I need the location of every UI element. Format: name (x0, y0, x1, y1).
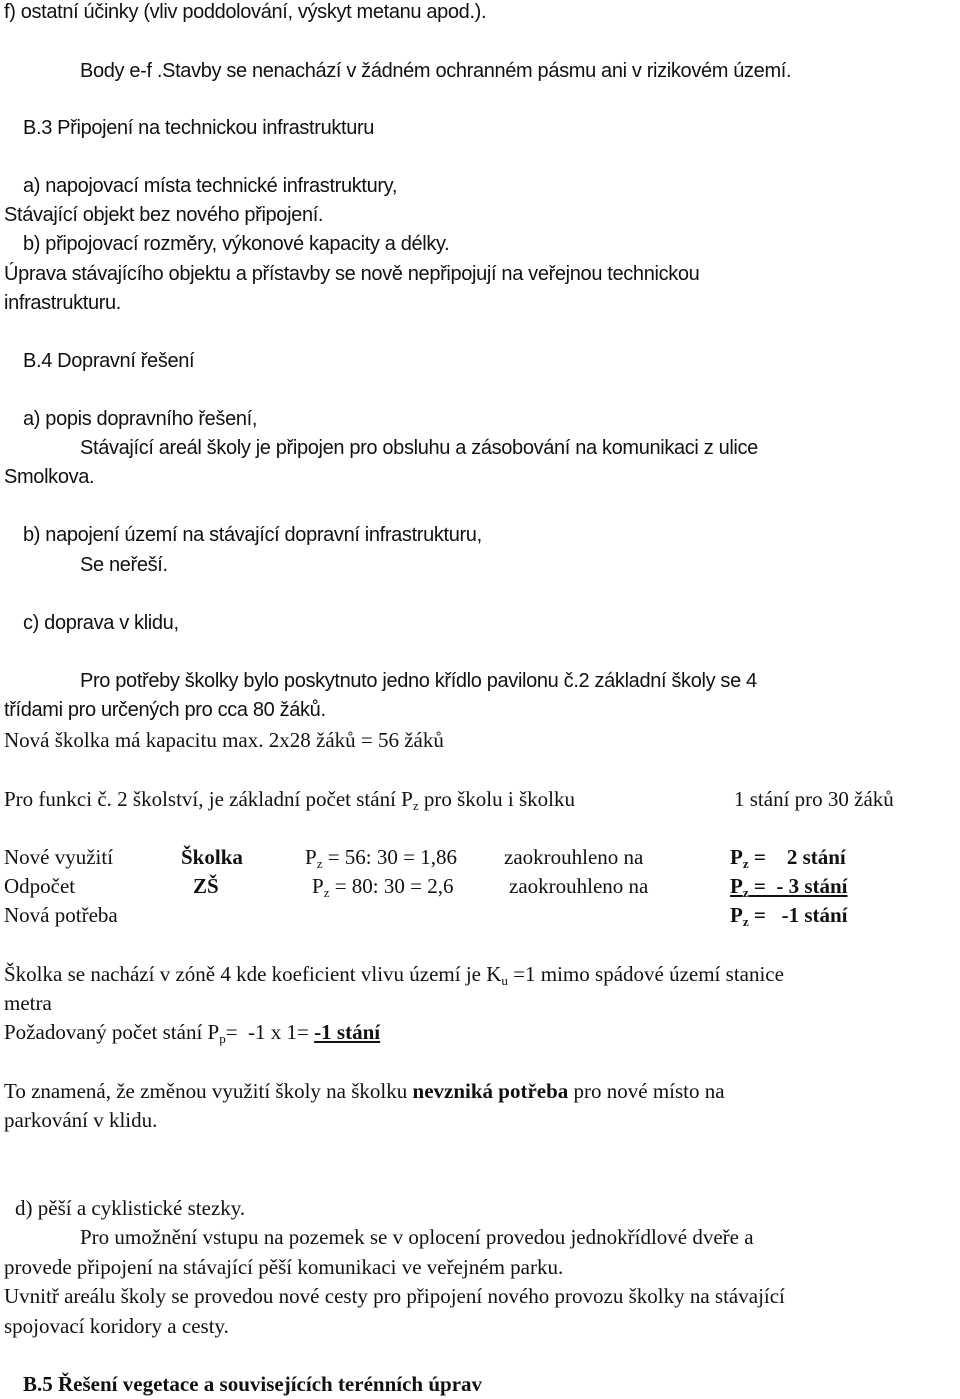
calc-row-facility: ZŠ (193, 874, 219, 898)
function-line-prefix: Pro funkci č. 2 školství, je základní počet stání P (4, 787, 413, 811)
calc-row-rounding: zaokrouhleno na (504, 845, 644, 869)
conclusion-bold: nevzniká potřeba (412, 1079, 569, 1103)
formula-sub: z (316, 856, 323, 871)
function-line-middle: pro školu i školku (418, 787, 575, 811)
b4-b-label: b) napojení území na stávající dopravní infrastrukturu, (23, 524, 482, 546)
b4-a-text-line1: Stávající areál školy je připojen pro obsluhu a zásobování na komunikaci z ulice (80, 437, 758, 459)
b3-b-text-line1: Úprava stávajícího objektu a přístavby se nově nepřipojují na veřejnou technickou (4, 263, 700, 285)
b4-c-label: c) doprava v klidu, (23, 612, 179, 634)
calc-row-label: Nové využití (4, 845, 114, 869)
calc-row-result (730, 845, 846, 869)
conclusion-after: pro nové místo na (568, 1079, 725, 1103)
calc-row-result (730, 903, 848, 927)
b4-d-text-line4: spojovací koridory a cesty. (4, 1314, 229, 1338)
b4-d-text-line1: Pro umožnění vstupu na pozemek se v oplocení provedou jednokřídlové dveře a (80, 1225, 754, 1249)
result-sub: z (742, 885, 749, 900)
required-prefix: Požadovaný počet stání P (4, 1020, 220, 1044)
result-p: P (730, 903, 743, 927)
required-sub: p (219, 1031, 226, 1046)
b4-a-text-line2: Smolkova. (4, 466, 95, 488)
calc-row-formula (305, 845, 457, 869)
item-f-text: f) ostatní účinky (vliv poddolování, výskyt metanu apod.). (4, 1, 487, 23)
b3-b-label: b) připojovací rozměry, výkonové kapacity a délky. (23, 233, 450, 255)
zone-sub: u (501, 973, 508, 988)
result-p: P (730, 874, 743, 898)
formula-rest: = 80: 30 = 2,6 (329, 874, 454, 898)
calc-row-rounding: zaokrouhleno na (509, 874, 649, 898)
result-rest: = -1 stání (748, 903, 848, 927)
calc-row-label: Odpočet (4, 874, 76, 898)
zone-line2: metra (4, 991, 52, 1015)
zone-rest: =1 mimo spádové území stanice (507, 962, 784, 986)
b4-b-text: Se neřeší. (80, 554, 168, 576)
calc-row-result (730, 874, 848, 898)
section-b4-heading: B.4 Dopravní řešení (23, 350, 195, 372)
b4-d-label: d) pěší a cyklistické stezky. (15, 1196, 246, 1220)
conclusion-line1 (4, 1079, 725, 1103)
b4-c-text-line2: třídami pro určených pro cca 80 žáků. (4, 699, 326, 721)
calc-row-label: Nová potřeba (4, 903, 118, 927)
items-ef-note: Body e-f .Stavby se nenachází v žádném ochranném pásmu ani v rizikovém území. (80, 60, 792, 82)
formula-p: P (305, 845, 317, 869)
formula-p: P (312, 874, 324, 898)
b4-a-label: a) popis dopravního řešení, (23, 408, 258, 430)
result-sub: z (742, 856, 749, 871)
formula-rest: = 56: 30 = 1,86 (322, 845, 457, 869)
b4-c-text-line3: Nová školka má kapacitu max. 2x28 žáků = 56 žáků (4, 728, 444, 752)
conclusion-line2: parkování v klidu. (4, 1108, 158, 1132)
b3-b-text-line2: infrastrukturu. (4, 292, 122, 314)
b3-a-text: Stávající objekt bez nového připojení. (4, 204, 324, 226)
b3-a-label: a) napojovací místa technické infrastruktury, (23, 175, 398, 197)
required-line (4, 1020, 380, 1044)
function-line-ratio: 1 stání pro 30 žáků (734, 787, 894, 811)
function-line-sub: z (412, 798, 419, 813)
section-b5-heading: B.5 Řešení vegetace a souvisejících terénních úprav (23, 1372, 483, 1396)
result-rest: = - 3 stání (748, 874, 848, 898)
function-line (4, 787, 575, 811)
calc-row-facility: Školka (181, 845, 243, 869)
formula-sub: z (323, 885, 330, 900)
b4-c-text-line1: Pro potřeby školky bylo poskytnuto jedno křídlo pavilonu č.2 základní školy se 4 (80, 670, 757, 692)
conclusion-before: To znamená, že změnou využití školy na školku (4, 1079, 413, 1103)
required-middle: = -1 x 1= (225, 1020, 315, 1044)
calc-row-formula (312, 874, 454, 898)
result-p: P (730, 845, 743, 869)
zone-line1 (4, 962, 784, 986)
result-sub: z (742, 914, 749, 929)
required-result: -1 stání (314, 1020, 381, 1044)
zone-prefix: Školka se nachází v zóně 4 kde koeficient vlivu území je K (4, 962, 502, 986)
result-rest: = 2 stání (748, 845, 846, 869)
section-b3-heading: B.3 Připojení na technickou infrastrukturu (23, 117, 375, 139)
b4-d-text-line2: provede připojení na stávající pěší komunikaci ve veřejném parku. (4, 1255, 564, 1279)
b4-d-text-line3: Uvnitř areálu školy se provedou nové cesty pro připojení nového provozu školky na stávající (4, 1284, 785, 1308)
